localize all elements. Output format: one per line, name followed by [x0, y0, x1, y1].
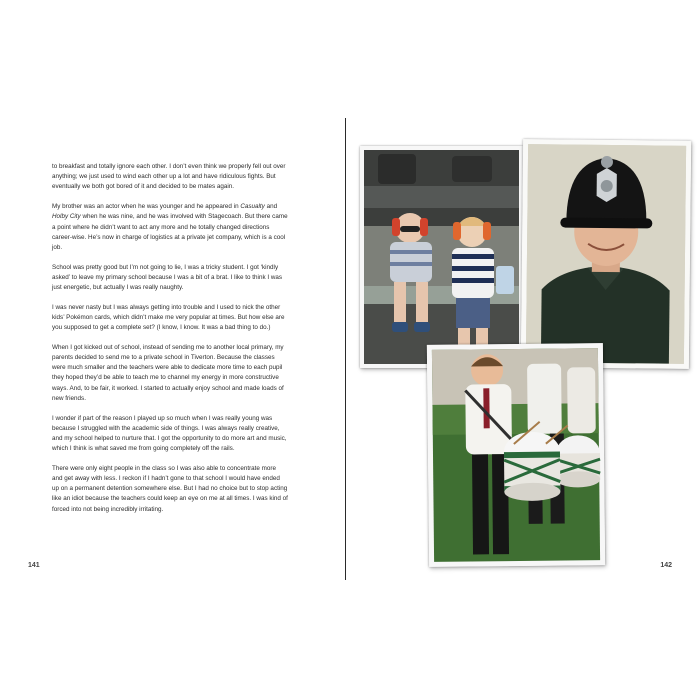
- page-gutter: [345, 118, 346, 580]
- left-page-number: 141: [28, 562, 40, 569]
- left-page-text: [52, 162, 288, 524]
- paragraph: When I got kicked out of school, instead of sending me to another local primary, my parents decided to send me to a private school in Tiverton. Because the classes were much smaller and the teachers were able to dedicate more time to each pupil they hoped they’d be able to teach me to channel my energy in more constructive ways. And, to be fair, it worked. I started to actually enjoy school and made loads of new friends.: [52, 343, 284, 402]
- paragraph: I was never nasty but I was always getting into trouble and I used to nick the other kids’ Pokémon cards, which didn’t make me very popular at times. But how else are you supposed to get a complete set? (I know, I know. It was a bad thing to do.): [52, 303, 285, 332]
- paragraph: My brother was an actor when he was younger and he appeared in Casualty and Holby City when he was nine, and he was involved with Stagecoach. But there came a point where he didn’t want to act any more and he totally changed directions career-wise. He’s now in charge of logistics at a private jet company, which is a cool job.: [52, 203, 288, 251]
- photo-drummers: [427, 343, 605, 567]
- photo-police-helmet: [521, 139, 691, 369]
- right-page-number: 142: [660, 562, 672, 569]
- paragraph: to breakfast and totally ignore each other. I don’t even think we properly fell out over anything; we just used to wind each other up a lot and have ridiculous fights. But eventually we both got bored of it and decided to be mates again.: [52, 163, 286, 191]
- paragraph: There were only eight people in the class so I was also able to concentrate more and get away with less. I reckon if I hadn’t gone to that school I would have ended up on a permanent detention somewhere else. But I had no choice but to stop acting like an idiot because the teachers could keep an eye on me at all times. I was kind of forced into not being incredibly irritating.: [52, 464, 288, 513]
- photo-kids-in-car: [360, 146, 523, 368]
- paragraph: I wonder if part of the reason I played up so much when I was really young was because I struggled with the academic side of things. I was always really creative, and my school helped to nurture that. I got the opportunity to do more art and music, which I think is what saved me from going completely off the rails.: [52, 414, 287, 453]
- paragraph: School was pretty good but I’m not going to lie, I was a tricky student. I got ‘kindly asked’ to leave my primary school because I was a bit of a brat. I like to think I was just energetic, but actually I was really naughty.: [52, 263, 283, 292]
